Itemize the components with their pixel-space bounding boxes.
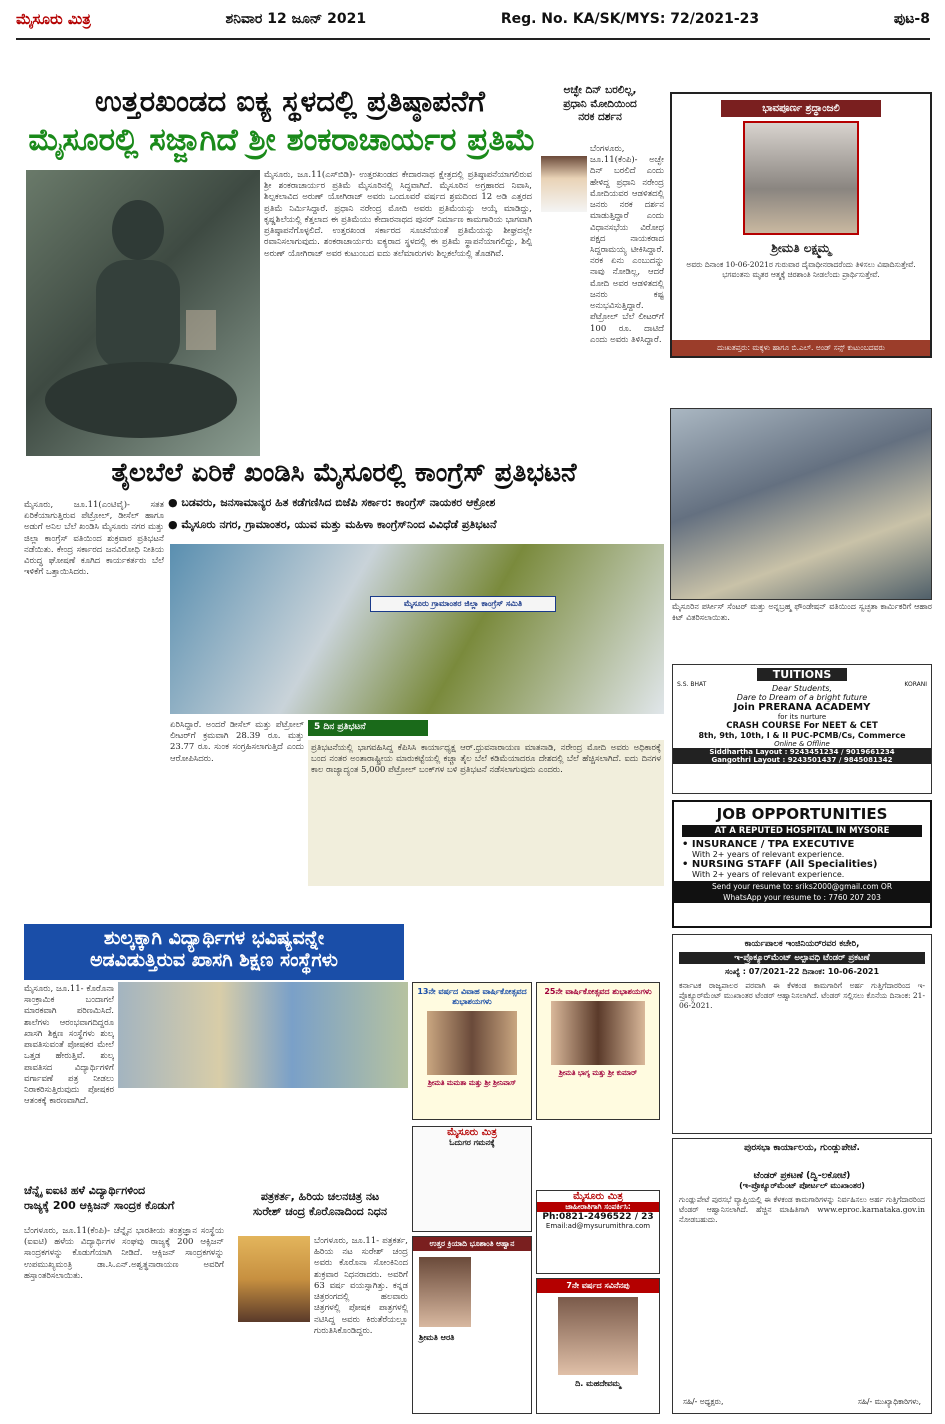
tuitions-crash: CRASH COURSE For NEET & CET [726,721,878,731]
obituary-title: ಭಾವಪೂರ್ಣ ಶ್ರದ್ಧಾಂಜಲಿ [721,100,881,117]
tuitions-ad [672,664,932,794]
obituary-footer: ದುಃಖತಪ್ತರು: ಮಕ್ಕಳು ಹಾಗೂ ಬಿ.ಎಲ್. ಅಂಡ್ ಸನ್ಸ್ ಕುಟುಂಬದವರು [672,340,930,356]
memorial-ad-2 [536,1278,660,1414]
tuitions-academy: PRERANA ACADEMY [758,702,871,713]
story3-side-tag: 5 ದಿನ ಪ್ರತಿಭಟನೆ [308,720,428,736]
tender1-title: ಇ-ಪ್ರೊಕ್ಯೂರ್‌ಮೆಂಟ್ ಅಲ್ಪಾವಧಿ ಟೆಂಡರ್ ಪ್ರಕಟಣೆ [679,952,925,964]
story1-headline2 [26,122,538,168]
protest-photo [170,544,664,714]
story6-body: ಬೆಂಗಳೂರು, ಜೂ.11- ಪತ್ರಕರ್ತ, ಹಿರಿಯ ನಟ ಸುರೇಶ್ ಚಂದ್ರ ಅವರು ಕೊರೊನಾ ಸೋಂಕಿನಿಂದ ಶುಕ್ರವಾರ ನಿಧನರಾದರು. ಅವರಿಗೆ 63 ವರ್ಷ ವಯಸ್ಸಾಗಿತ್ತು. ಕನ್ನಡ ಚಿತ್ರರಂಗದಲ್ಲಿ ಹಲವಾರು ಚಿತ್ರಗಳಲ್ಲಿ ಪೋಷಕ ಪಾತ್ರಗಳಲ್ಲಿ ನಟಿಸಿದ್ದ ಅವರು ಕಿರುತೆರೆಯಲ್ಲೂ ಗುರುತಿಸಿಕೊಂಡಿದ್ದರು. [314,1236,408,1336]
story1-headline1-text: ಉತ್ತರಖಂಡದ ಐಕ್ಯ ಸ್ಥಳದಲ್ಲಿ ಪ್ರತಿಷ್ಠಾಪನೆಗೆ [95,84,485,118]
tender2-office: ಪುರಸಭಾ ಕಾರ್ಯಾಲಯ, ಗುಂಡ್ಲುಪೇಟೆ. [744,1143,860,1153]
anniversary-ad-2 [536,982,660,1120]
tuitions-tagline: for its nurture [777,713,827,721]
tender2-title: ಟೆಂಡರ್ ಪ್ರಕಟಣೆ (ದ್ವಿ-ಲಕೋಟೆ) [753,1171,851,1181]
statue-illustration [26,170,260,456]
tender2-body: ಗುಂಡ್ಲುಪೇಟೆ ಪುರಸಭೆ ವ್ಯಾಪ್ತಿಯಲ್ಲಿ ಈ ಕೆಳಕಂಡ ಕಾಮಗಾರಿಗಳನ್ನು ನಿರ್ವಹಿಸಲು ಅರ್ಹ ಗುತ್ತಿಗೆದಾರರಿಂದ ಟೆಂಡರ್ ಆಹ್ವಾನಿಸಲಾಗಿದೆ. ಹೆಚ್ಚಿನ ಮಾಹಿತಿಗಾಗಿ www.eproc.karnataka.gov.in ನೋಡಬಹುದು. [679,1195,925,1224]
story3-bullet2: ● ಮೈಸೂರು ನಗರ, ಗ್ರಾಮಾಂತರ, ಯುವ ಮತ್ತು ಮಹಿಳಾ ಕಾಂಗ್ರೆಸ್‌ನಿಂದ ವಿವಿಧೆಡೆ ಪ್ರತಿಭಟನೆ [168,518,497,531]
jobs-item1: • INSURANCE / TPA EXECUTIVE [682,839,855,850]
tuitions-title: TUITIONS [757,668,847,681]
story3-headline [24,458,664,492]
story6-headline1: ಪತ್ರಕರ್ತ, ಹಿರಿಯ ಚಲನಚಿತ್ರ ನಟ [260,1190,380,1203]
story4-headline1: ಶುಲ್ಕಕ್ಕಾಗಿ ವಿದ್ಯಾರ್ಥಿಗಳ ಭವಿಷ್ಯವನ್ನೇ [103,927,325,949]
story4-headline [24,924,404,980]
story1-body: ಮೈಸೂರು, ಜೂ.11(ಎಸ್‌ಬಿಡಿ)- ಉತ್ತರಖಂಡದ ಕೇದಾರನಾಥ ಕ್ಷೇತ್ರದಲ್ಲಿ ಪ್ರತಿಷ್ಠಾಪನೆಯಾಗಲಿರುವ ಶ್ರೀ ಶಂಕರಾಚಾರ್ಯರ ಪ್ರತಿಮೆ ಮೈಸೂರಿನಲ್ಲಿ ಸಿದ್ಧವಾಗಿದೆ. ಮೈಸೂರಿನ ಅಗ್ರಹಾರದ ನಿವಾಸಿ, ಶಿಲ್ಪಕಲಾವಿದ ಅರುಣ್ ಯೋಗಿರಾಜ್ ಅವರು ಒಂದೂವರೆ ವರ್ಷದ ಶ್ರಮದಿಂದ 12 ಅಡಿ ಎತ್ತರದ ಪ್ರತಿಮೆ ನಿರ್ಮಿಸಿದ್ದಾರೆ. ಪ್ರಧಾನಿ ನರೇಂದ್ರ ಮೋದಿ ಅವರು ಪ್ರತಿಮೆಯನ್ನು ಆಯ್ಕೆ ಮಾಡಿದ್ದು, ಕೃಷ್ಣಶಿಲೆಯಲ್ಲಿ ಕೆತ್ತಲಾದ ಈ ಪ್ರತಿಮೆಯು ಕೇದಾರನಾಥದ ಪುನರ್ ನಿರ್ಮಾಣ ಕಾಮಗಾರಿಯ ಭಾಗವಾಗಿ ಪ್ರತಿಷ್ಠಾಪನೆಗೊಳ್ಳಲಿದೆ. ಉತ್ತರಖಂಡ ಸರ್ಕಾರದ ಸೂಚನೆಯಂತೆ ಪ್ರತಿಮೆಯನ್ನು ಶೀಘ್ರದಲ್ಲೇ ರವಾನಿಸಲಾಗುವುದು. ಶಂಕರಾಚಾರ್ಯರು ಐಕ್ಯರಾದ ಸ್ಥಳದಲ್ಲಿ ಈ ಪ್ರತಿಮೆ ಸ್ಥಾಪನೆಯಾಗಲಿದ್ದು, ಶಿಲ್ಪಿ ಅರುಣ್ ಯೋಗಿರಾಜ್ ಅವರ ಕುಟುಂಬದ ಐದು ತಲೆಮಾರುಗಳು ಶಿಲ್ಪಕಲೆಯಲ್ಲಿ ತೊಡಗಿವೆ. [264,170,532,259]
story4-headline2: ಅಡವಿಡುತ್ತಿರುವ ಖಾಸಗಿ ಶಿಕ್ಷಣ ಸಂಸ್ಥೆಗಳು [90,949,338,971]
memorial1-title: ಉತ್ತರ ಕ್ರಿಯಾದಿ ಭೂಶಾಂತಿ ಆಹ್ವಾನ [413,1237,531,1251]
tender1-body: ಕರ್ನಾಟಕ ರಾಜ್ಯಪಾಲರ ಪರವಾಗಿ ಈ ಕೆಳಕಂಡ ಕಾಮಗಾರಿಗೆ ಅರ್ಹ ಗುತ್ತಿಗೆದಾರರಿಂದ ಇ-ಪ್ರೊಕ್ಯೂರ್‌ಮೆಂಟ್ ಮುಖಾಂತರ ಟೆಂಡರ್ ಆಹ್ವಾನಿಸಲಾಗಿದೆ. ಟೆಂಡರ್ ಸಲ್ಲಿಸಲು ಕೊನೆಯ ದಿನಾಂಕ: 21-06-2021. [679,981,925,1010]
memorial2-name: ದಿ. ಮಹದೇವಮ್ಮ [575,1379,621,1388]
newspaper-logo: ಮೈಸೂರು ಮಿತ್ರ [16,10,91,28]
story5-headline2: ರಾಜ್ಯಕ್ಕೆ 200 ಆಕ್ಸಿಜನ್ ಸಾಂದ್ರಕ ಕೊಡುಗೆ [24,1198,175,1212]
story3-body-mid: ಏರಿಸಿದ್ದಾರೆ. ಅಂದರೆ ಡೀಸೆಲ್ ಮತ್ತು ಪೆಟ್ರೋಲ್ ಲೀಟರ್‌ಗೆ ಕ್ರಮವಾಗಿ 28.39 ರೂ. ಮತ್ತು 23.77 ರೂ. ಸುಂಕ ಸಂಗ್ರಹಿಸಲಾಗುತ್ತಿದೆ ಎಂದು ಆರೋಪಿಸಿದರು. [170,720,304,764]
anniversary1-photo [427,1011,517,1075]
obituary-ad [670,92,932,358]
story5-headline [24,1184,224,1224]
memorial-ad-1 [412,1236,532,1414]
story5-headline1: ಚೆನ್ನೈ ಐಐಟಿ ಹಳೆ ವಿದ್ಯಾರ್ಥಿಗಳಿಂದ [24,1184,146,1197]
mitra-contact-ad [536,1190,660,1274]
tender2-sign2: ಸಹಿ/- ಮುಖ್ಯಾಧಿಕಾರಿಗಳು, [857,1397,921,1406]
food-kit-caption: ಮೈಸೂರಿನ ಪರ್ಸೀಸ್ ಸೆಂಟರ್ ಮತ್ತು ಅನ್ನಬ್ರಹ್ಮ ಫೌಂಡೇಷನ್ ವತಿಯಿಂದ ಸ್ವಚ್ಛತಾ ಕಾರ್ಮಿಕರಿಗೆ ಆಹಾರ ಕಿಟ್ ವಿತರಿಸಲಾಯಿತು. [672,602,932,622]
story2-body: ಬೆಂಗಳೂರು, ಜೂ.11(ಕೆಂಪಿ)- ಅಚ್ಛೇ ದಿನ್ ಬರಲಿದೆ ಎಂದು ಹೇಳಿದ್ದ ಪ್ರಧಾನಿ ನರೇಂದ್ರ ಮೋದಿಯವರ ಆಡಳಿತದಲ್ಲಿ ಜನರು ನರಕ ದರ್ಶನ ಮಾಡುತ್ತಿದ್ದಾರೆ ಎಂದು ವಿಧಾನಸಭೆಯ ವಿರೋಧ ಪಕ್ಷದ ನಾಯಕರಾದ ಸಿದ್ದರಾಮಯ್ಯ ಟೀಕಿಸಿದ್ದಾರೆ. ನರಕ ಏನು ಎಂಬುದನ್ನು ನಾವು ನೋಡಿಲ್ಲ, ಆದರೆ ಮೋದಿ ಅವರ ಆಡಳಿತದಲ್ಲಿ ಜನರು ಕಷ್ಟ ಅನುಭವಿಸುತ್ತಿದ್ದಾರೆ. ಪೆಟ್ರೋಲ್ ಬೆಲೆ ಲೀಟರ್‌ಗೆ 100 ರೂ. ದಾಟಿದೆ ಎಂದು ಅವರು ತಿಳಿಸಿದ್ದಾರೆ. [590,144,664,345]
mitra2-email: Email:ad@mysurumithra.com [545,1222,651,1230]
masthead [16,0,930,40]
story3-headline-text: ತೈಲಬೆಲೆ ಏರಿಕೆ ಖಂಡಿಸಿ ಮೈಸೂರಲ್ಲಿ ಕಾಂಗ್ರೆಸ್ ಪ್ರತಿಭಟನೆ [111,458,577,488]
tender1-office: ಕಾರ್ಯಪಾಲಕ ಇಂಜಿನಿಯರ್‌ರವರ ಕಚೇರಿ, [744,939,860,949]
anniversary-ad-1 [412,982,532,1120]
story3-body-right: ಪ್ರತಿಭಟನೆಯಲ್ಲಿ ಭಾಗವಹಿಸಿದ್ದ ಕೆಪಿಸಿಸಿ ಕಾರ್ಯಾಧ್ಯಕ್ಷ ಆರ್.ಧ್ರುವನಾರಾಯಣ ಮಾತನಾಡಿ, ನರೇಂದ್ರ ಮೋದಿ ಅವರು ಅಧಿಕಾರಕ್ಕೆ ಬಂದ ನಂತರ ಅಂತಾರಾಷ್ಟ್ರೀಯ ಮಾರುಕಟ್ಟೆಯಲ್ಲಿ ಕಚ್ಚಾ ತೈಲ ಬೆಲೆ ಕಡಿಮೆಯಾದರೂ ದೇಶದಲ್ಲಿ ಬೆಲೆ ಹೆಚ್ಚಿಸಲಾಗಿದೆ. ಐದು ದಿನಗಳ ಕಾಲ ರಾಜ್ಯಾದ್ಯಂತ 5,000 ಪೆಟ್ರೋಲ್ ಬಂಕ್‌ಗಳ ಬಳಿ ಪ್ರತಿಭಟನೆ ನಡೆಸಲಾಗುವುದು ಎಂದರು. [308,740,664,886]
obituary-name: ಶ್ರೀಮತಿ ಲಕ್ಷ್ಮಮ್ಮ [771,241,831,255]
memorial1-photo [419,1257,471,1327]
jobs-title: JOB OPPORTUNITIES [716,805,888,823]
issue-date: ಶನಿವಾರ 12 ಜೂನ್ 2021 [225,11,367,27]
obituary-photo [743,121,859,235]
story3-bullet1: ● ಬಡವರು, ಜನಸಾಮಾನ್ಯರ ಹಿತ ಕಡೆಗಣಿಸಿದ ಬಿಜೆಪಿ ಸರ್ಕಾರ: ಕಾಂಗ್ರೆಸ್ ನಾಯಕರ ಆಕ್ರೋಶ [168,496,496,509]
story2-headline3: ನರಕ ದರ್ಶನ [578,111,622,124]
mitra1-sub: ಓದುಗರ ಗಮನಕ್ಕೆ [449,1138,495,1147]
obituary-detail: ಅವರು ದಿನಾಂಕ 10-06-2021ರ ಗುರುವಾರ ದೈವಾಧೀನರಾದರೆಂದು ತಿಳಿಸಲು ವಿಷಾದಿಸುತ್ತೇವೆ. ಭಗವಂತನು ಮೃತರ ಆತ್ಮಕ್ಕೆ ಚಿರಶಾಂತಿ ನೀಡಲೆಂದು ಪ್ರಾರ್ಥಿಸುತ್ತೇವೆ. [686,260,916,279]
anniversary2-title: 25ನೇ ವಾರ್ಷಿಕೋತ್ಸವದ ಶುಭಾಶಯಗಳು [544,987,652,996]
jobs-ad [672,800,932,928]
tuitions-addr2: Gangothri Layout : 9243501437 / 9845081342 [673,756,931,764]
story6-headline2: ಸುರೇಶ್ ಚಂದ್ರ ಕೊರೊನಾದಿಂದ ನಿಧನ [253,1204,387,1218]
jobs-item2: • NURSING STAFF (All Specialities) [682,859,878,870]
tender2-subtitle: (ಇ-ಪ್ರೊಕ್ಯೂರ್‌ಮೆಂಟ್ ಪೋರ್ಟಲ್ ಮುಖಾಂತರ) [739,1181,865,1190]
jobs-item1-sub: With 2+ years of relevant experience. [692,850,845,859]
story6-headline [232,1190,408,1230]
jobs-subtitle: AT A REPUTED HOSPITAL IN MYSORE [682,825,922,837]
school-children-photo [118,982,408,1088]
tuitions-line2: Dare to Dream of a bright future [736,693,868,702]
tuitions-teacher2: KORANI [904,681,927,688]
tuitions-addr1: Siddhartha Layout : 9243451234 / 9019661234 [673,748,931,756]
mitra2-title: ಮೈಸೂರು ಮಿತ್ರ [573,1191,623,1202]
tender1-number: ಸಂಖ್ಯೆ : 07/2021-22 ದಿನಾಂಕ: 10-06-2021 [724,967,880,976]
tender2-sign1: ಸಹಿ/- ಅಧ್ಯಕ್ಷರು, [683,1397,724,1406]
mitra2-sub: ಜಾಹೀರಾತಿಗಾಗಿ ಸಂಪರ್ಕಿಸಿ: [537,1202,659,1212]
story4-body: ಮೈಸೂರು, ಜೂ.11- ಕೊರೊನಾ ಸಾಂಕ್ರಾಮಿಕ ಬಂದಾಗಲೆ ಮಾರಕವಾಗಿ ಪರಿಣಮಿಸಿದೆ. ಶಾಲೆಗಳು ಆರಂಭವಾಗದಿದ್ದರೂ ಖಾಸಗಿ ಶಿಕ್ಷಣ ಸಂಸ್ಥೆಗಳು ಶುಲ್ಕ ಪಾವತಿಸುವಂತೆ ಪೋಷಕರ ಮೇಲೆ ಒತ್ತಡ ಹೇರುತ್ತಿವೆ. ಶುಲ್ಕ ಪಾವತಿಸದ ವಿದ್ಯಾರ್ಥಿಗಳಿಗೆ ವರ್ಗಾವಣೆ ಪತ್ರ ನೀಡಲು ನಿರಾಕರಿಸುತ್ತಿರುವುದು ಪೋಷಕರ ಆತಂಕಕ್ಕೆ ಕಾರಣವಾಗಿದೆ. [24,984,114,1107]
memorial2-photo [558,1297,638,1375]
tender-notice-1 [672,934,932,1134]
story1-headline1 [52,84,528,122]
protest-banner: ಮೈಸೂರು ಗ್ರಾಮಾಂತರ ಜಿಲ್ಲಾ ಕಾಂಗ್ರೆಸ್ ಸಮಿತಿ [370,596,556,612]
story5-body: ಬೆಂಗಳೂರು, ಜೂ.11(ಕೆಂಪಿ)- ಚೆನ್ನೈನ ಭಾರತೀಯ ತಂತ್ರಜ್ಞಾನ ಸಂಸ್ಥೆಯ (ಐಐಟಿ) ಹಳೆಯ ವಿದ್ಯಾರ್ಥಿಗಳ ಸಂಘವು ರಾಜ್ಯಕ್ಕೆ 200 ಆಕ್ಸಿಜನ್ ಸಾಂದ್ರಕಗಳನ್ನು ಕೊಡುಗೆಯಾಗಿ ನೀಡಿದೆ. ಆಕ್ಸಿಜನ್ ಸಾಂದ್ರಕಗಳನ್ನು ಉಪಮುಖ್ಯಮಂತ್ರಿ ಡಾ.ಸಿ.ಎನ್.ಅಶ್ವತ್ಥನಾರಾಯಣ ಅವರಿಗೆ ಹಸ್ತಾಂತರಿಸಲಾಯಿತು. [24,1226,224,1281]
statue-photo [26,170,260,456]
story2-headline2: ಪ್ರಧಾನಿ ಮೋದಿಯಿಂದ [563,97,637,110]
jobs-contact2: WhatsApp your resume to : 7760 207 203 [674,892,930,903]
story1-headline2-text: ಮೈಸೂರಲ್ಲಿ ಸಜ್ಜಾಗಿದೆ ಶ್ರೀ ಶಂಕರಾಚಾರ್ಯರ ಪ್ರತಿಮೆ [28,122,536,158]
tuitions-teacher1: S.S. BHAT [677,681,707,688]
jobs-item2-sub: With 2+ years of relevant experience. [692,870,845,879]
memorial2-title: 7ನೇ ವರ್ಷದ ಸವಿನೆನಪು [537,1279,659,1293]
tender-notice-2 [672,1138,932,1414]
mitra1-title: ಮೈಸೂರು ಮಿತ್ರ [447,1127,497,1138]
tuitions-line1: Dear Students, [771,684,833,693]
story2-headline1: ಅಚ್ಛೇ ದಿನ್ ಬರಲಿಲ್ಲ, [563,84,637,96]
anniversary1-title: 13ನೇ ವರ್ಷದ ವಿವಾಹ ವಾರ್ಷಿಕೋತ್ಸವದ ಶುಭಾಶಯಗಳು [417,987,527,1006]
mitra-notice-ad [412,1126,532,1232]
anniversary2-photo [551,1001,645,1065]
tuitions-classes: 8th, 9th, 10th, I & II PUC-PCMB/Cs, Commerce [698,731,906,740]
story3-body-left: ಮೈಸೂರು, ಜೂ.11(ಎಂಟಿವೈ)- ಸತತ ಏರಿಕೆಯಾಗುತ್ತಿರುವ ಪೆಟ್ರೋಲ್, ಡೀಸೆಲ್ ಹಾಗೂ ಅಡುಗೆ ಅನಿಲ ಬೆಲೆ ಖಂಡಿಸಿ ಮೈಸೂರು ನಗರ ಮತ್ತು ಜಿಲ್ಲಾ ಕಾಂಗ್ರೆಸ್ ವತಿಯಿಂದ ಶುಕ್ರವಾರ ಪ್ರತಿಭಟನೆ ನಡೆಯಿತು. ಕೇಂದ್ರ ಸರ್ಕಾರದ ಜನವಿರೋಧಿ ನೀತಿಯ ವಿರುದ್ಧ ಘೋಷಣೆ ಕೂಗಿದ ಕಾರ್ಯಕರ್ತರು ಬೆಲೆ ಇಳಿಕೆಗೆ ಒತ್ತಾಯಿಸಿದರು. [24,500,164,578]
anniversary1-names: ಶ್ರೀಮತಿ ಮಮತಾ ಮತ್ತು ಶ್ರೀ ಶ್ರೀನಿವಾಸ್ [427,1079,517,1087]
food-kit-photo [670,408,932,600]
anniversary2-names: ಶ್ರೀಮತಿ ಭಾಗ್ಯ ಮತ್ತು ಶ್ರೀ ಕುಮಾರ್ [558,1069,638,1077]
tuitions-join: Join [733,702,755,713]
story4-body-cont [118,1092,408,1180]
registration-number: Reg. No. KA/SK/MYS: 72/2021-23 [500,11,760,27]
page-number: ಪುಟ-8 [893,11,930,27]
memorial1-name: ಶ್ರೀಮತಿ ಆರತಿ [419,1333,455,1342]
tuitions-mode: Online & Offline [774,740,830,748]
jobs-contact1: Send your resume to: sriks2000@gmail.com OR [674,881,930,892]
mitra2-phone: Ph:0821-2496522 / 23 [542,1212,654,1222]
story2-headline [538,84,662,138]
